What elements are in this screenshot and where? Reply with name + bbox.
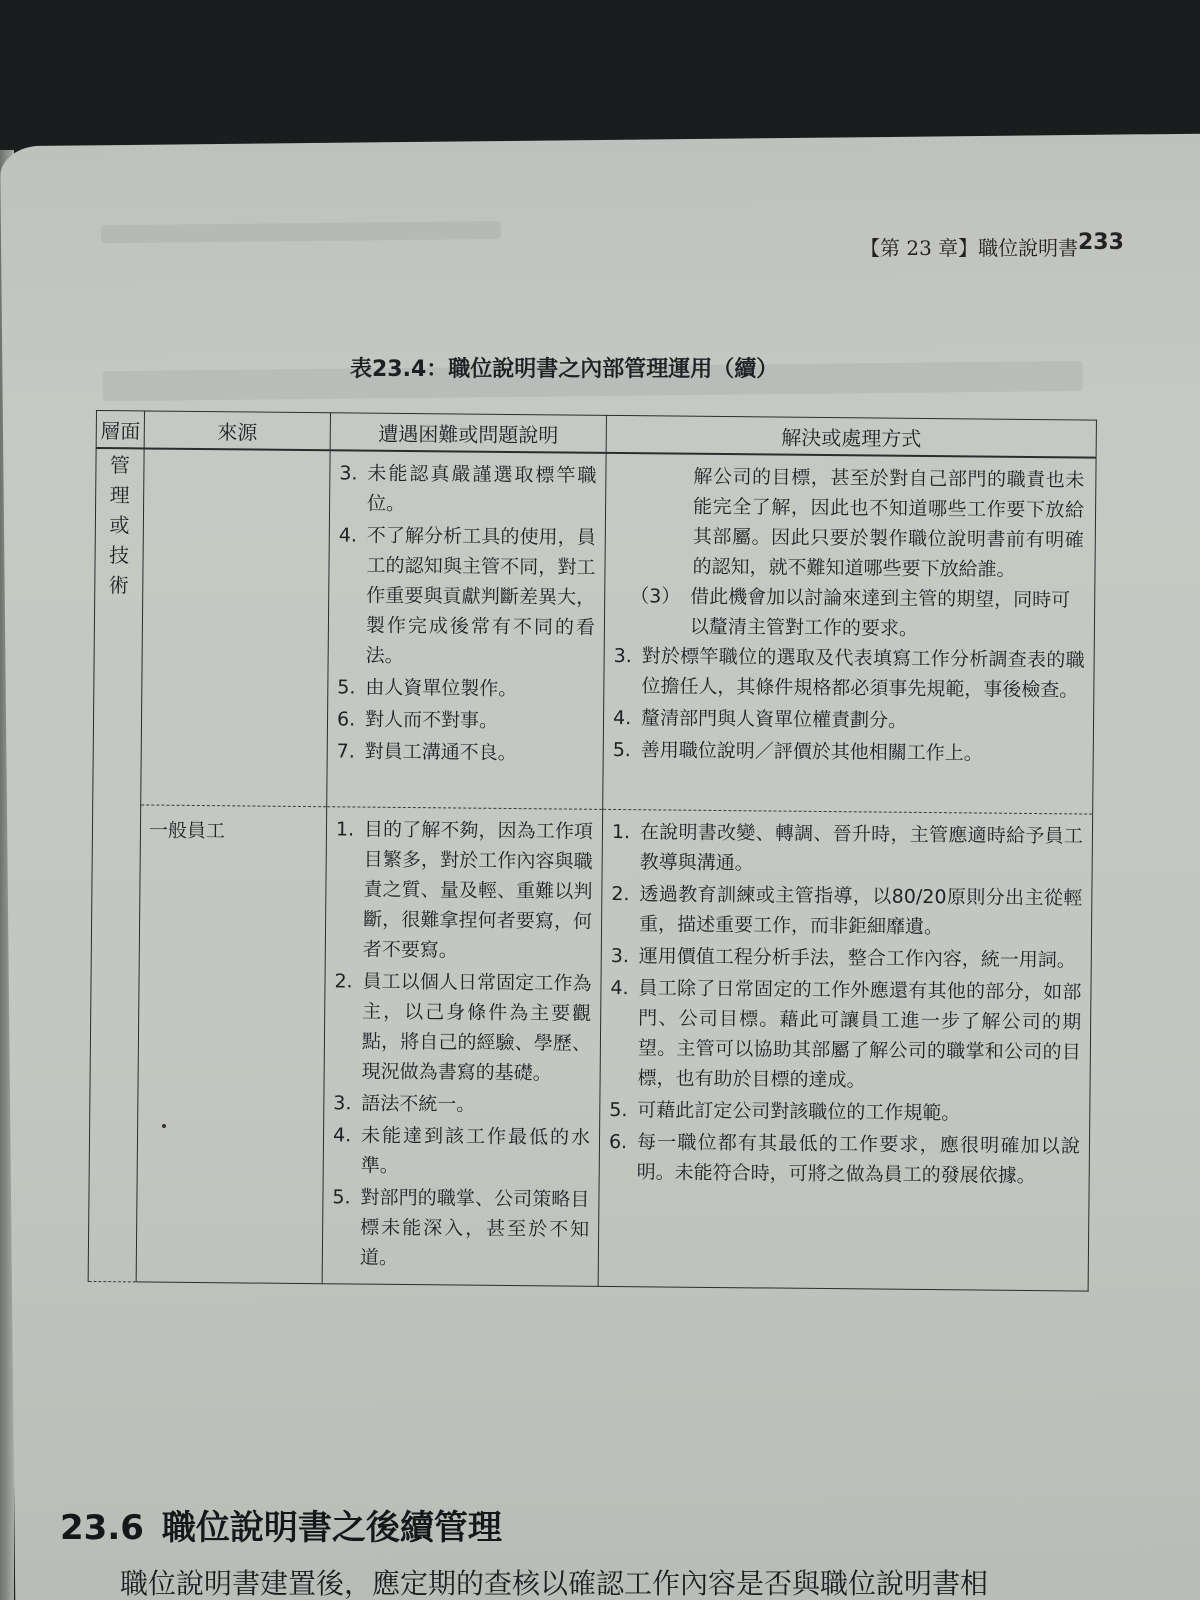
page-number: 233 (1078, 230, 1124, 255)
item-number: 5. (609, 1098, 628, 1121)
header-solution: 解決或處理方式 (606, 415, 1096, 457)
section-heading (60, 1500, 502, 1549)
solution-continued-text: 解公司的目標，甚至於對自己部門的職責也未能完全了解，因此也不知道哪些工作要下放給其部屬。因此只要於製作職位說明書前有明確的認知，就不難知道哪些要下放給誰。 (692, 465, 1085, 581)
list-item (609, 1094, 1080, 1129)
management-usage-table (88, 410, 1097, 1291)
item-text: 對人而不對事。 (364, 708, 499, 732)
list-item (332, 1182, 590, 1274)
table-row (88, 804, 1093, 1291)
solution-sub-item (616, 581, 1084, 645)
item-number: 7. (336, 740, 355, 763)
item-text: 每一職位都有其最低的工作要求，應很明確加以說明。未能符合時，可將之做為員工的發展依據。 (636, 1130, 1081, 1187)
list-item (609, 972, 1081, 1097)
header-layer: 層面 (96, 411, 144, 449)
item-text: 借此機會加以討論來達到主管的期望，同時可以釐清主管對工作的要求。 (689, 585, 1071, 640)
item-number: 5. (612, 738, 632, 762)
item-text: 釐清部門與人資單位權責劃分。 (640, 707, 908, 732)
list-item (337, 672, 594, 704)
list-item (335, 814, 593, 966)
item-number: 3. (610, 944, 630, 967)
item-number: （3） (630, 585, 681, 608)
problem-cell (322, 806, 603, 1286)
item-text: 運用價值工程分析手法，整合工作內容，統一用詞。 (638, 944, 1076, 971)
item-text: 善用職位說明／評價於其他相關工作上。 (640, 739, 983, 765)
item-text: 由人資單位製作。 (365, 676, 518, 701)
show-through-text (101, 221, 501, 243)
item-number: 5. (337, 676, 356, 699)
item-number: 3. (613, 644, 632, 668)
list-item (337, 736, 594, 768)
item-number: 1. (611, 820, 631, 843)
source-cell: 一般員工 (136, 804, 327, 1283)
item-text: 對於標竿職位的選取及代表填寫工作分析調查表的職位擔任人，其條件規格都必須事先規範，事後檢查。 (641, 645, 1085, 702)
layer-value: 管理或技術 (108, 453, 131, 598)
solution-cell (603, 453, 1096, 814)
list-item (613, 735, 1084, 770)
list-item (611, 940, 1082, 975)
section-body-text: 職位說明書建置後，應定期的查核以確認工作內容是否與職位說明書相 (120, 1567, 989, 1600)
item-number: 6. (336, 708, 356, 731)
item-number: 5. (332, 1185, 351, 1208)
item-text: 員工除了日常固定的工作外應還有其他的部分，如部門、公司目標。藉此可讓員工進一步了解公司的期望。主管可以協助其部屬了解公司的職掌和公司的目標，也有助於目標的達成。 (637, 976, 1082, 1091)
list-item (333, 1120, 591, 1182)
table-row (93, 448, 1096, 814)
item-text: 對部門的職掌、公司策略目標未能深入，甚至於不知道。 (359, 1186, 590, 1269)
running-head (860, 232, 1180, 262)
item-text: 員工以個人日常固定工作為主，以己身條件為主要觀點，將自己的經驗、學歷、現況做為書寫的基礎。 (361, 970, 592, 1084)
chapter-label: 【第 23 章】職位說明書 (860, 236, 1079, 260)
item-number: 2. (334, 969, 353, 992)
list-item (611, 878, 1083, 943)
item-number: 4. (332, 1123, 352, 1146)
list-item (337, 704, 594, 736)
item-number: 3. (333, 1091, 352, 1114)
list-item (338, 520, 596, 672)
item-text: 在說明書改變、轉調、晉升時，主管應適時給予員工教導與溝通。 (639, 820, 1084, 874)
problem-cell (327, 450, 606, 809)
item-number: 3. (339, 462, 358, 485)
source-cell (141, 448, 330, 806)
item-number: 1. (335, 817, 355, 840)
item-text: 不了解分析工具的使用，員工的認知與主管不同，對工作重要與貢獻判斷差異大，製作完成後常有不同的看法。 (365, 524, 596, 667)
list-item (609, 1126, 1081, 1191)
table-container (87, 410, 1116, 1375)
list-item (334, 966, 592, 1088)
header-source: 來源 (144, 411, 330, 450)
list-item (333, 1088, 590, 1120)
item-text: 對員工溝通不良。 (364, 740, 517, 765)
item-text: 未能達到該工作最低的水準。 (360, 1124, 591, 1177)
item-number: 4. (610, 976, 629, 999)
list-item (612, 816, 1084, 881)
table-caption: 表23.4：職位說明書之內部管理運用（續） (350, 357, 779, 382)
section-title: 職位說明書之後續管理 (161, 1508, 502, 1548)
item-text: 可藉此訂定公司對該職位的工作規範。 (637, 1098, 961, 1124)
list-item (339, 458, 597, 520)
item-number: 4. (338, 524, 358, 547)
list-item (613, 703, 1084, 738)
layer-cell (88, 448, 144, 1281)
print-speck (162, 1124, 166, 1128)
item-text: 目的了解不夠，因為工作項目繁多，對於工作內容與職責之質、量及輕、重難以判斷，很難拿捏何者要寫，何者不要寫。 (362, 818, 594, 961)
item-number: 6. (608, 1130, 628, 1153)
item-text: 語法不統一。 (361, 1092, 476, 1116)
item-number: 4. (612, 706, 632, 730)
header-problem: 遭遇困難或問題說明 (330, 413, 606, 453)
item-text: 未能認真嚴謹選取標竿職位。 (367, 462, 597, 515)
section-number: 23.6 (60, 1508, 144, 1548)
item-text: 透過教育訓練或主管指導，以80/20原則分出主從輕重，描述重要工作，而非鉅細靡遺。 (638, 882, 1083, 938)
solution-cell (598, 809, 1093, 1291)
item-number: 2. (611, 882, 630, 905)
list-item (613, 641, 1085, 706)
